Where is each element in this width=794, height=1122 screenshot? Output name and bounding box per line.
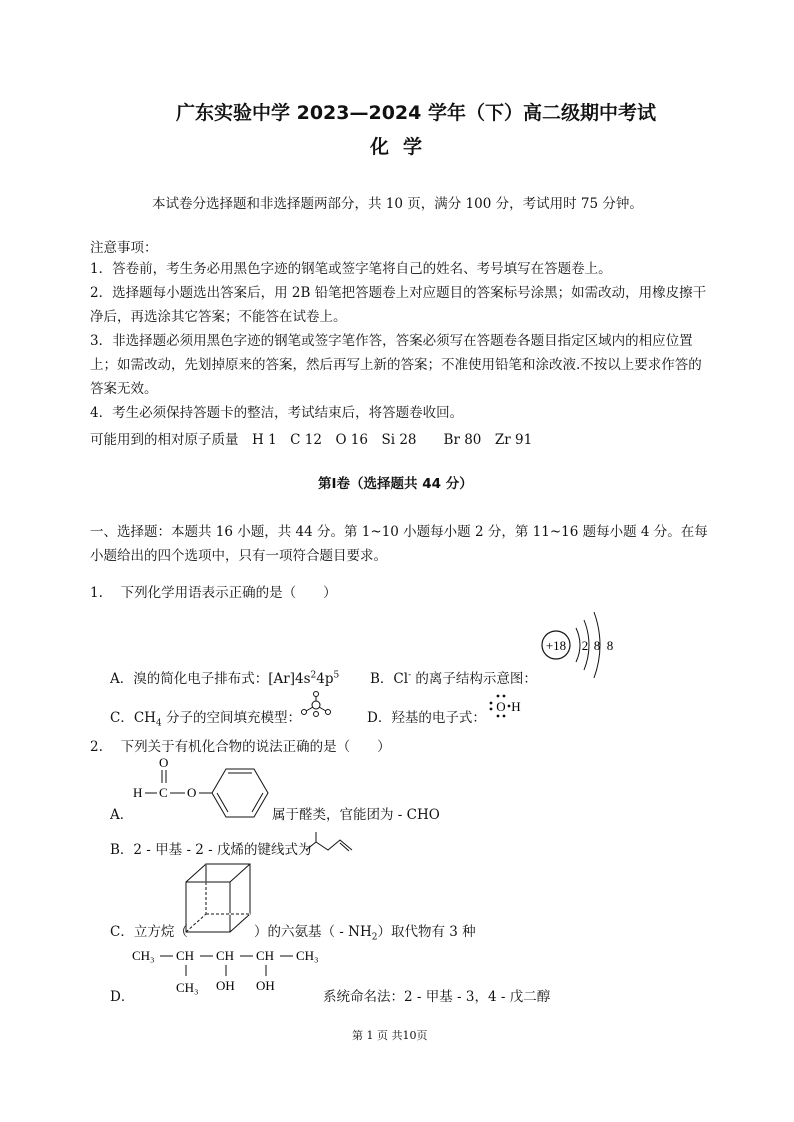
chain-c3: CH (216, 948, 235, 963)
q2-stem: 2. 下列关于有机化合物的说法正确的是（ ） (90, 739, 391, 755)
exam-title: 广东实验中学 2023—2024 学年（下）高二级期中考试 (176, 102, 656, 124)
intro-text: 本试卷分选择题和非选择题两部分，共 10 页，满分 100 分，考试用时 75 分钟。 (152, 196, 643, 212)
shell-3-count: 8 (606, 638, 614, 653)
q1-option-b: B．Cl- 的离子结构示意图： (370, 670, 537, 687)
struct-h: H (133, 785, 143, 800)
struct-c: C (159, 785, 168, 800)
struct-o-right: O (187, 785, 197, 800)
q2-option-c-text: ）的六氨基（ - $NH_2$）取代物有 3 种 (254, 924, 476, 943)
q1-option-c: C．$CH_4$ 分子的空间填充模型： (110, 710, 301, 729)
q2-option-a-text: 属于醛类，官能团为 - CHO (272, 807, 440, 823)
sub-methyl: CH₃ (176, 980, 199, 995)
alkene-skeletal-formula (304, 830, 356, 856)
pentanediol-structure (130, 944, 330, 1000)
chain-c1: CH₃ (132, 948, 155, 963)
section-instruction: 一、选择题：本题共 16 小题，共 44 分。第 1~10 小题每小题 2 分，第 11~16 题每小题 4 分。在每小题给出的四个选项中，只有一项符合题目要求。 (90, 524, 708, 564)
note-item-4: 4．考生必须保持答题卡的整洁，考试结束后，将答题卷收回。 (90, 405, 464, 421)
chloride-ion-diagram (536, 610, 626, 682)
sub-oh-2: OH (256, 978, 275, 993)
note-item-1: 1．答卷前，考生务必用黑色字迹的钢笔或签字笔将自己的姓名、考号填写在答题卷上。 (90, 261, 612, 277)
phenyl-formate-structure (128, 752, 274, 820)
q2-option-c-label: C．立方烷（ (110, 924, 188, 940)
page-footer: 第 1 页 共10页 (352, 1029, 428, 1042)
hydroxyl-h-label: H (511, 699, 521, 714)
q2-option-b: B．2 - 甲基 - 2 - 戊烯的键线式为 (110, 842, 312, 858)
q1-option-a: A．溴的简化电子排布式：$[Ar]4s^24p^5$ (110, 670, 340, 687)
chain-c2: CH (176, 948, 195, 963)
note-item-3: 3．非选择题必须用黑色字迹的钢笔或签字笔作答，答案必须写在答题卷各题目指定区域内的相应位置上；如需改动，先划掉原来的答案，然后再写上新的答案；不准使用铅笔和涂改液.不按以上要求作答的答案无效。 (90, 333, 702, 397)
q1-option-d: D．羟基的电子式： (367, 710, 486, 726)
chain-c5: CH₃ (296, 948, 319, 963)
q2-option-a-label: A． (110, 807, 134, 823)
ch4-model-icon (298, 690, 334, 720)
subject-title: 化学 (370, 136, 437, 158)
note-item-2: 2．选择题每小题选出答案后，用 2B 铅笔把答题卷上对应题目的答案标号涂黑；如需改动，用橡皮擦干净后，再选涂其它答案；不能答在试卷上。 (90, 285, 707, 325)
hydroxyl-o-label: O (496, 699, 506, 714)
shell-1-count: 2 (581, 638, 589, 653)
ion-nucleus-label: +18 (545, 638, 567, 653)
q2-option-d-label: D． (110, 989, 135, 1005)
notes-heading: 注意事项： (90, 240, 158, 256)
sub-oh-1: OH (216, 978, 235, 993)
hydroxyl-electron-dot (487, 690, 527, 720)
atomic-masses: 可能用到的相对原子质量 H 1 C 12 O 16 Si 28 Br 80 Zr 91 (90, 432, 533, 448)
section-title: 第Ⅰ卷（选择题共 44 分） (318, 476, 473, 492)
chain-c4: CH (256, 948, 275, 963)
q2-option-d-text: 系统命名法：2 - 甲基 - 3，4 - 戊二醇 (323, 989, 551, 1005)
cubane-structure (182, 860, 254, 936)
q1-stem: 1. 下列化学用语表示正确的是（ ） (90, 585, 337, 601)
struct-o-top: O (159, 755, 169, 770)
shell-2-count: 8 (593, 638, 601, 653)
